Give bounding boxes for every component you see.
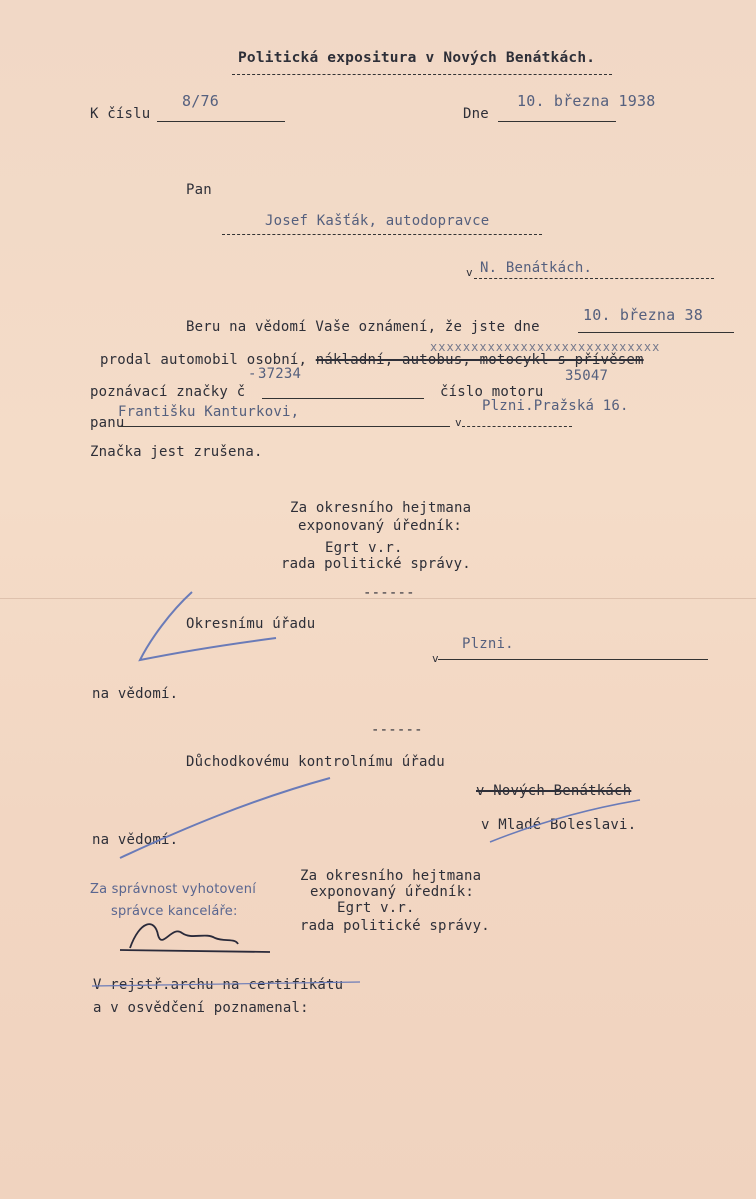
doc-date: 10. března 1938 [517, 92, 656, 110]
sig2-line-3: Egrt v.r. [337, 900, 415, 916]
sig2-line-1: Za okresního hejtmana [300, 868, 482, 884]
separator-1: ------ [363, 585, 415, 601]
copy2-place-b: v Mladé Boleslavi. [481, 817, 637, 833]
body-line-1: Beru na vědomí Vaše oznámení, že jste dne [186, 319, 540, 335]
body-line-2: prodal automobil osobní, nákladní, autobus, motocykl s přívěsem [100, 352, 644, 368]
copy1-place: Plzni. [462, 636, 514, 652]
copy1-note: na vědomí. [92, 686, 179, 702]
buyer-name: Františku Kanturkovi, [118, 404, 300, 420]
checkmark-1 [140, 592, 276, 660]
sig1-line-2: exponovaný úředník: [298, 518, 462, 534]
sig1-line-4: rada politické správy. [281, 556, 471, 572]
date-label: Dne [463, 106, 489, 122]
sig2-line-2: exponovaný úředník: [310, 884, 474, 900]
ref-number: 8/76 [182, 92, 219, 110]
addressee-place: N. Benátkách. [480, 260, 593, 276]
plate-number-prefix: - [248, 366, 257, 382]
buyer-place-prefix: v [455, 416, 462, 429]
copy2-recipient: Důchodkovému kontrolnímu úřadu [186, 754, 445, 770]
sig1-line-3: Egrt v.r. [325, 540, 403, 556]
plate-label: poznávací značky č [90, 384, 246, 400]
addressee-name: Josef Kašťák, autodopravce [265, 213, 490, 229]
separator-2: ------ [371, 722, 423, 738]
checkmark-3 [490, 800, 640, 842]
strike-overtype: xxxxxxxxxxxxxxxxxxxxxxxxxxxx [430, 340, 661, 354]
buyer-prefix: panu [90, 415, 125, 431]
buyer-place: Plzni.Pražská 16. [482, 398, 629, 414]
footer-line-1: V rejstř.archu na certifikátu [93, 977, 344, 993]
body-line-5: Značka jest zrušena. [90, 444, 263, 460]
checkmark-2 [120, 778, 330, 858]
footer-line-2: a v osvědčení poznamenal: [93, 1000, 309, 1016]
stamp-line-2: správce kanceláře: [111, 904, 238, 919]
stamp-line-1: Za správnost vyhotovení [90, 882, 257, 897]
motor-number: 35047 [565, 368, 609, 384]
place-prefix: v [466, 266, 473, 279]
footer-strike [92, 982, 360, 986]
plate-number: 37234 [258, 366, 302, 382]
copy2-place-a: v Nových Benátkách [476, 783, 632, 799]
sig2-line-4: rada politické správy. [300, 918, 490, 934]
copy1-recipient: Okresnímu úřadu [186, 616, 316, 632]
sig1-line-1: Za okresního hejtmana [290, 500, 472, 516]
motor-label: číslo motoru [440, 384, 544, 400]
handwritten-signature [120, 924, 270, 952]
ref-label: K číslu [90, 106, 151, 122]
sale-date: 10. března 38 [583, 306, 703, 324]
copy1-place-prefix: v [432, 652, 439, 665]
salutation: Pan [186, 182, 212, 198]
copy2-note: na vědomí. [92, 832, 179, 848]
office-title: Politická expositura v Nových Benátkách. [238, 50, 596, 66]
